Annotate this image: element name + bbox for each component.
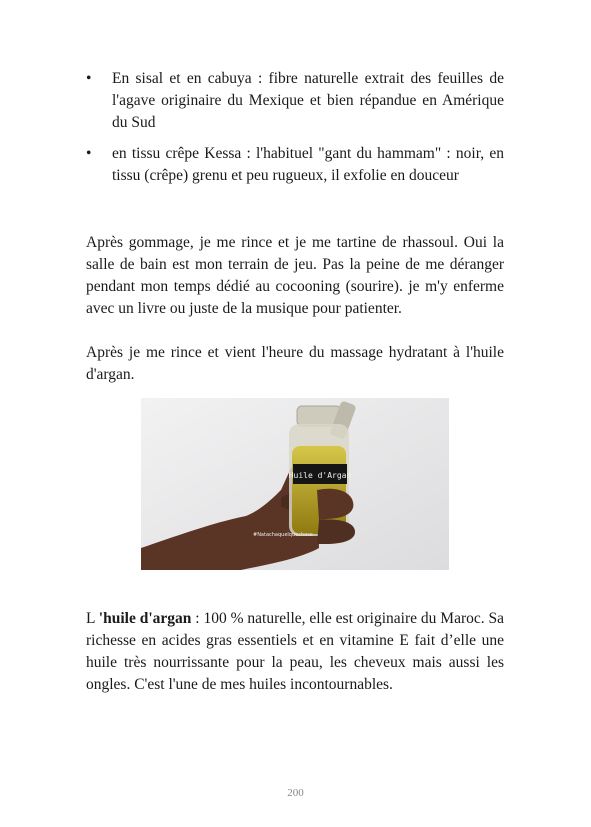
jar-label-text: Huile d'Argan	[288, 471, 352, 480]
paragraph-argan-lead: L	[86, 610, 95, 627]
page-number: 200	[287, 787, 304, 799]
photo-watermark: #Natachaquelquechose	[253, 532, 313, 538]
bullet-marker: •	[86, 145, 92, 162]
bullet-text: En sisal et en cabuya : fibre naturelle extrait des feuilles de l'agave originaire du Mexique et bien répandue en Amérique du Sud	[112, 70, 504, 131]
argan-oil-photo	[141, 398, 449, 570]
bullet-text: en tissu crêpe Kessa : l'habituel "gant du hammam" : noir, en tissu (crêpe) grenu et peu rugueux, il exfolie en douceur	[112, 145, 504, 184]
bullet-list	[86, 68, 504, 196]
argan-oil-photo-drawing	[141, 398, 449, 570]
paragraph-rhassoul: Après gommage, je me rince et je me tartine de rhassoul. Oui la salle de bain est mon terrain de jeu. Pas la peine de me déranger pendant mon temps dédié au cocooning (sourire). je m'y enferme avec un livre ou juste de la musique pour patienter.	[86, 234, 504, 317]
paragraph-argan-body: : 100 % naturelle, elle est originaire du Maroc. Sa richesse en acides gras essentiels et en vitamine E fait d’elle une huile très nourrissante pour la peau, les cheveux mais aussi les ongles. C'est l'une de mes huiles incontournables.	[86, 610, 505, 693]
paragraph-argan	[86, 608, 504, 696]
list-item	[86, 68, 504, 134]
argan-term: 'huile d'argan	[98, 610, 192, 627]
bullet-marker: •	[86, 70, 92, 87]
paragraph-massage: Après je me rince et vient l'heure du massage hydratant à l'huile d'argan.	[86, 344, 504, 383]
list-item	[86, 143, 504, 187]
